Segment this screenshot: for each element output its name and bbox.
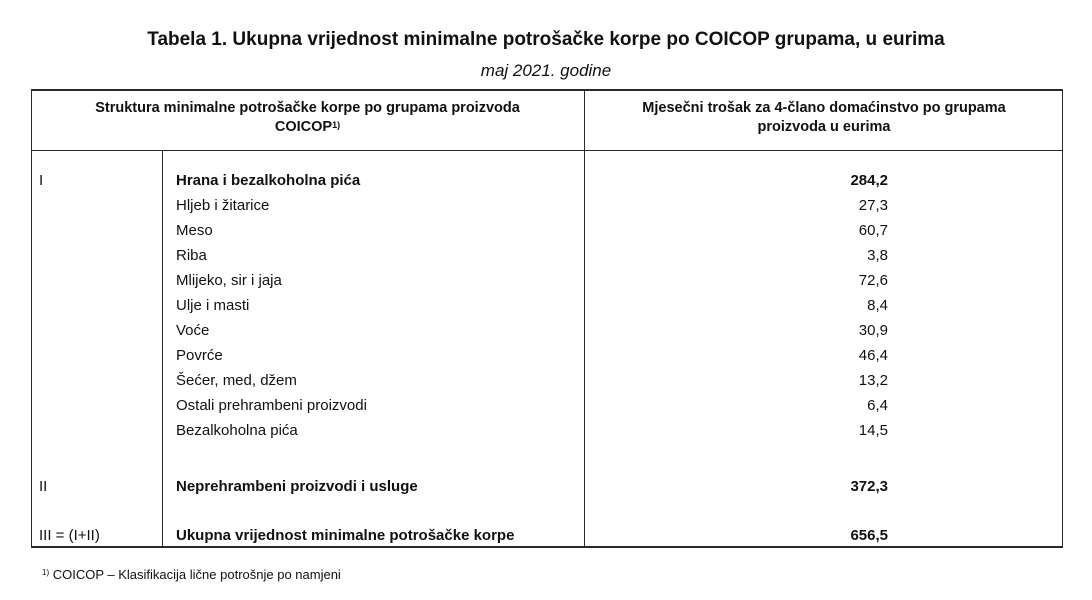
table-row-total [31,524,1063,548]
row-label: Meso [176,222,213,239]
header-coicop-label: COICOP [274,119,333,135]
header-structure-line2 [31,118,584,137]
header-structure-line1: Struktura minimalne potrošačke korpe po grupama proizvoda [95,100,520,116]
row-label: Riba [176,247,207,264]
table-row [31,369,1063,393]
row-value: 30,9 [858,322,888,339]
row-value: 13,2 [858,372,888,389]
row-label: Mlijeko, sir i jaja [176,272,282,289]
header-separator [31,150,1063,151]
row-code: II [39,478,48,495]
row-value: 6,4 [867,397,888,414]
table-row [31,394,1063,418]
row-value: 372,3 [850,478,888,495]
table-row-total [31,475,1063,499]
row-value: 656,5 [850,527,888,544]
header-structure [31,99,584,137]
row-value: 27,3 [858,197,888,214]
table-row [31,344,1063,368]
header-footnote-marker: 1) [332,120,341,130]
table-row [31,244,1063,268]
table-subtitle: maj 2021. godine [480,61,612,80]
row-label: Ostali prehrambeni proizvodi [176,397,367,414]
footnote-marker: 1) [42,568,50,577]
row-value: 3,8 [867,247,888,264]
table-row [31,294,1063,318]
row-value: 284,2 [850,172,888,189]
row-label: Ulje i masti [176,297,250,314]
row-value: 8,4 [867,297,888,314]
table-row [31,194,1063,218]
table-title: Tabela 1. Ukupna vrijednost minimalne potrošačke korpe po COICOP grupama, u eurima [147,29,945,50]
row-value: 72,6 [858,272,888,289]
row-label: Hrana i bezalkoholna pića [176,172,361,189]
header-monthly-cost [585,99,1063,137]
row-label: Hljeb i žitarice [176,197,270,214]
header-monthly-cost-line1: Mjesečni trošak za 4-člano domaćinstvo po grupama [642,100,1006,116]
row-code: I [39,172,44,189]
row-code: III = (I+II) [39,527,100,544]
row-value: 46,4 [858,347,888,364]
table-row [31,219,1063,243]
coicop-table [31,89,1063,548]
row-label: Bezalkoholna pića [176,422,298,439]
table-row [31,319,1063,343]
row-value: 60,7 [858,222,888,239]
row-label: Povrće [176,347,223,364]
row-label: Neprehrambeni proizvodi i usluge [176,478,418,495]
row-label: Voće [176,322,210,339]
row-value: 14,5 [858,422,888,439]
table-row [31,269,1063,293]
row-label: Šećer, med, džem [176,372,297,389]
table-row [31,419,1063,443]
footnote [42,566,341,584]
header-monthly-cost-line2: proizvoda u eurima [757,119,891,135]
footnote-text: COICOP – Klasifikacija lične potrošnje po namjeni [52,567,341,582]
table-row-total [31,169,1063,193]
row-label: Ukupna vrijednost minimalne potrošačke korpe [176,527,515,544]
